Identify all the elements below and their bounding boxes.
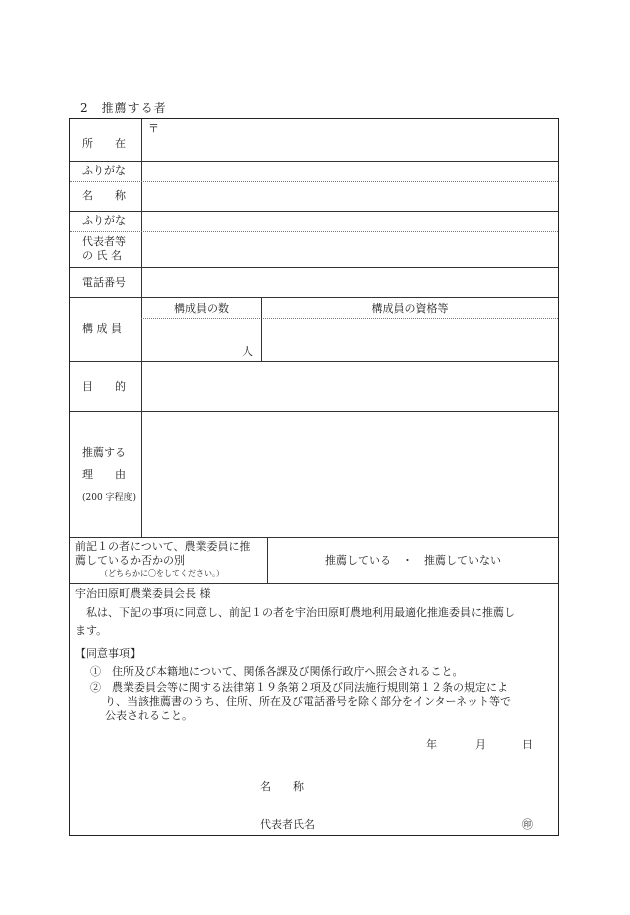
row-divider — [70, 361, 558, 362]
recommend-answer[interactable]: 推薦している ・ 推薦していない — [325, 554, 501, 567]
row-divider — [70, 161, 558, 162]
name-label: 名 称 — [82, 189, 126, 202]
seal-mark: ㊞ — [522, 818, 533, 831]
recommender-form — [69, 118, 559, 836]
address-label: 所 在 — [82, 137, 126, 150]
rep-label-1: 代表者等 — [82, 235, 126, 248]
signer-rep-label: 代表者氏名 — [260, 818, 315, 831]
member-unit: 人 — [242, 345, 253, 358]
members-label: 構 成 員 — [82, 322, 122, 335]
member-col-divider — [261, 297, 262, 361]
dotted-divider — [70, 231, 558, 232]
recommend-note: （どちらかに〇をしてください。） — [100, 569, 224, 578]
signer-name-label: 名 称 — [260, 780, 304, 793]
recommend-question-1: 前記１の者について、農業委員に推 — [75, 540, 251, 553]
reason-label-2: 理 由 — [82, 468, 126, 481]
member-count-header: 構成員の数 — [174, 302, 229, 315]
phone-label: 電話番号 — [82, 276, 126, 289]
consent-para-2: ます。 — [75, 624, 108, 637]
furigana-label-2: ふりがな — [82, 214, 126, 227]
row-divider — [70, 211, 558, 212]
date-year: 年 — [426, 738, 437, 751]
row-divider — [70, 583, 558, 584]
section-title: 2 推薦する者 — [80, 101, 167, 115]
postal-mark: 〒 — [148, 122, 159, 135]
consent-heading: 【同意事項】 — [75, 647, 141, 660]
date-month: 月 — [475, 738, 486, 751]
dotted-divider — [141, 318, 558, 319]
member-qual-header: 構成員の資格等 — [371, 302, 449, 315]
row-divider — [70, 411, 558, 412]
purpose-label: 目 的 — [82, 380, 126, 393]
row-divider — [70, 267, 558, 268]
consent-item-1: ① 住所及び本籍地について、関係各課及び関係行政庁へ照会されること。 — [90, 665, 464, 678]
consent-para-1: 私は、下記の事項に同意し、前記１の者を宇治田原町農地利用最適化推進委員に推薦し — [75, 606, 515, 619]
recommend-question-2: 薦しているか否かの別 — [75, 554, 185, 567]
rep-label-2: の 氏 名 — [82, 249, 122, 262]
row-divider — [70, 537, 558, 538]
addressee: 宇治田原町農業委員会長 様 — [75, 587, 211, 600]
furigana-label-1: ふりがな — [82, 164, 126, 177]
consent-item-2b: り、当該推薦書のうち、住所、所在及び電話番号を除く部分をインターネット等で — [105, 695, 512, 708]
reason-label-1: 推薦する — [82, 446, 126, 459]
reason-label-3: (200 字程度) — [82, 493, 137, 503]
date-day: 日 — [522, 738, 533, 751]
dotted-divider — [70, 181, 558, 182]
row-divider — [70, 297, 558, 298]
consent-item-2c: 公表されること。 — [105, 709, 193, 722]
consent-item-2a: ② 農業委員会等に関する法律第１９条第２項及び同法施行規則第１２条の規定によ — [90, 681, 508, 694]
